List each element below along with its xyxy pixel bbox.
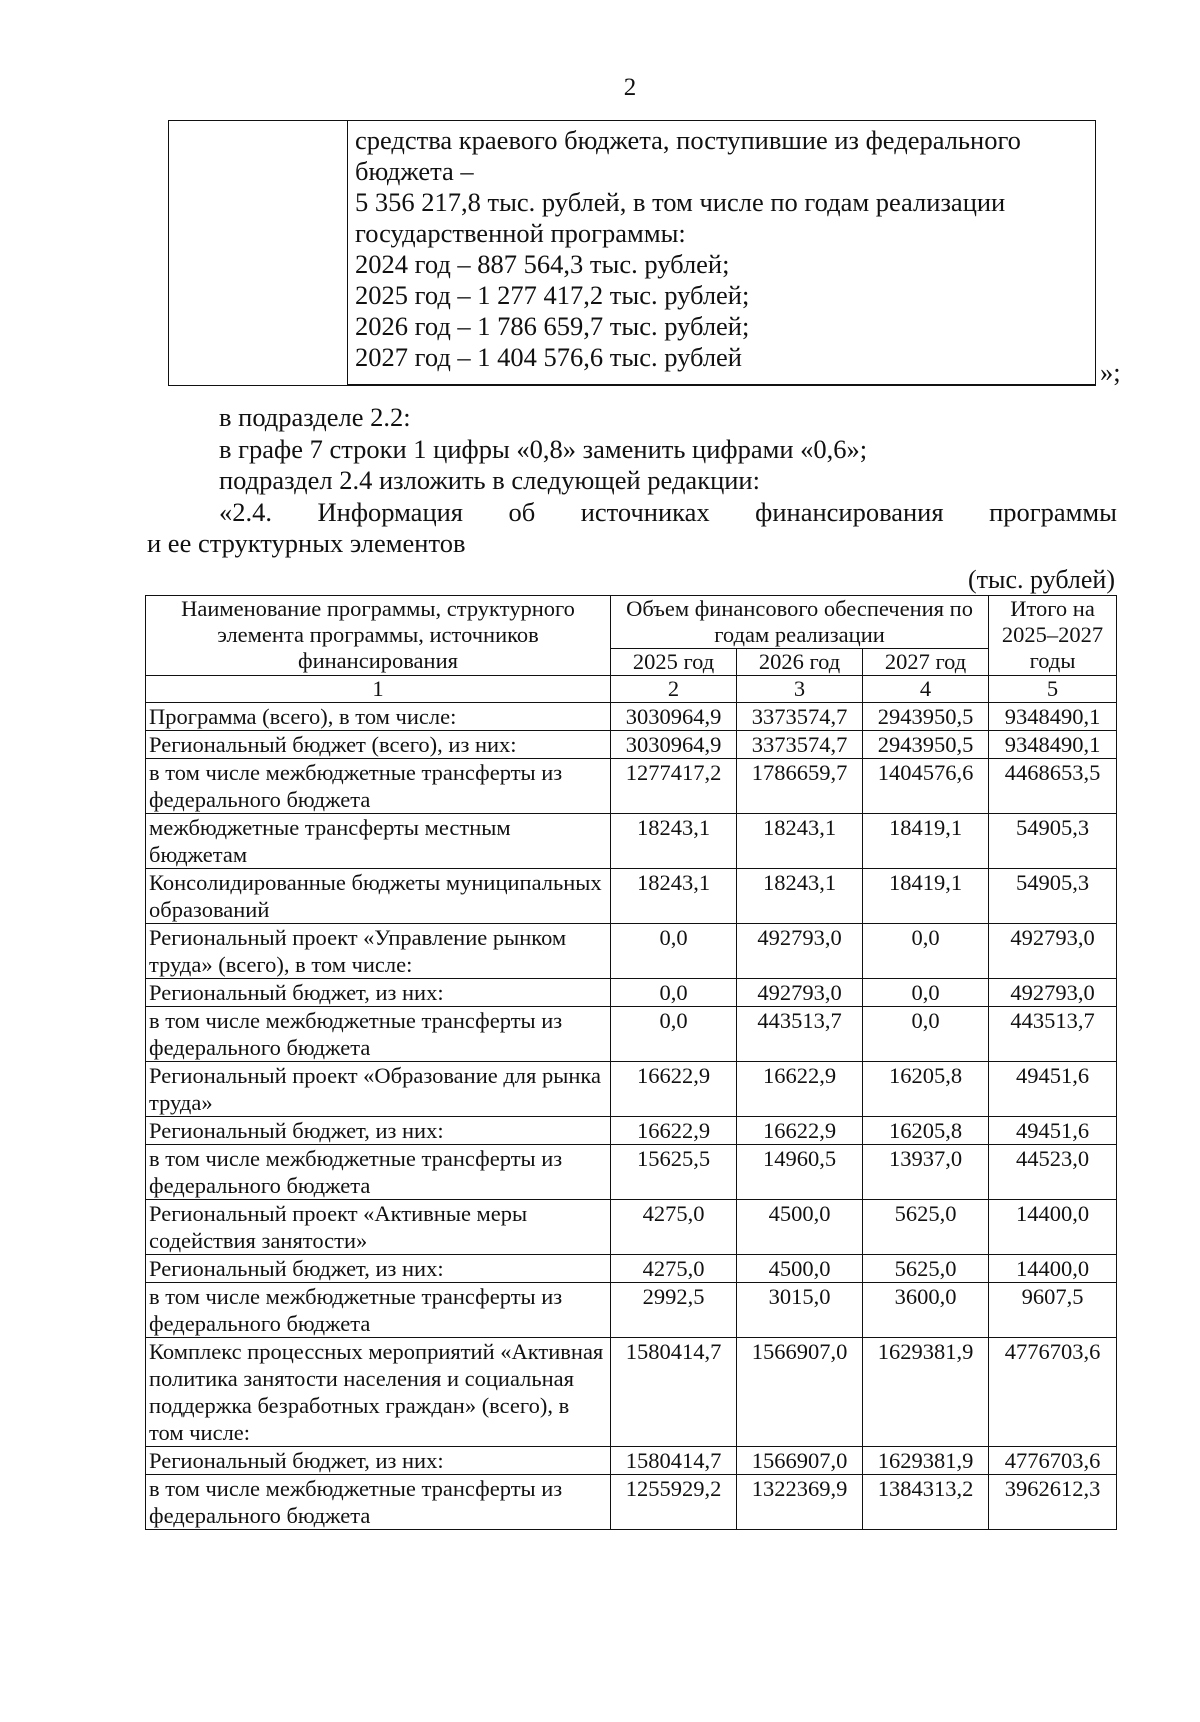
value-2025: 18243,1: [611, 814, 737, 869]
value-2027: 0,0: [863, 924, 989, 979]
row-name: в том числе межбюджетные трансферты из федерального бюджета: [146, 1475, 611, 1530]
value-2026: 3015,0: [737, 1283, 863, 1338]
value-2026: 4500,0: [737, 1200, 863, 1255]
table-row: [146, 1145, 1117, 1200]
table-row: [146, 1062, 1117, 1117]
box-column-divider: [347, 121, 348, 385]
value-2027: 1629381,9: [863, 1447, 989, 1475]
value-2025: 1580414,7: [611, 1447, 737, 1475]
row-name: в том числе межбюджетные трансферты из федерального бюджета: [146, 1145, 611, 1200]
heading-word: программы: [989, 496, 1117, 527]
value-2027: 18419,1: [863, 814, 989, 869]
row-name: Региональный проект «Активные меры содействия занятости»: [146, 1200, 611, 1255]
heading-word: «2.4.: [219, 496, 272, 527]
value-2027: 5625,0: [863, 1200, 989, 1255]
paragraph: в графе 7 строки 1 цифры «0,8» заменить цифрами «0,6»;: [219, 433, 868, 464]
value-total: 3962612,3: [989, 1475, 1117, 1530]
header-volume: Объем финансового обеспечения по годам реализации: [611, 596, 989, 649]
value-2025: 1580414,7: [611, 1338, 737, 1447]
heading-word: Информация: [317, 496, 463, 527]
value-total: 54905,3: [989, 814, 1117, 869]
value-total: 4776703,6: [989, 1338, 1117, 1447]
table-row: [146, 1007, 1117, 1062]
value-2025: 3030964,9: [611, 703, 737, 731]
value-2026: 18243,1: [737, 869, 863, 924]
value-total: 443513,7: [989, 1007, 1117, 1062]
table-row: [146, 1447, 1117, 1475]
section-heading-continuation: и ее структурных элементов: [147, 528, 466, 558]
value-total: 44523,0: [989, 1145, 1117, 1200]
funding-line: бюджета –: [355, 156, 474, 186]
value-total: 14400,0: [989, 1255, 1117, 1283]
value-total: 9348490,1: [989, 703, 1117, 731]
column-number: 1: [146, 676, 611, 703]
table-row: [146, 703, 1117, 731]
value-2027: 5625,0: [863, 1255, 989, 1283]
table-row: [146, 979, 1117, 1007]
value-2025: 4275,0: [611, 1200, 737, 1255]
value-2025: 4275,0: [611, 1255, 737, 1283]
paragraph: в подразделе 2.2:: [219, 402, 411, 432]
paragraph: подраздел 2.4 изложить в следующей редакции:: [219, 465, 760, 495]
value-total: 54905,3: [989, 869, 1117, 924]
funding-line: средства краевого бюджета, поступившие из федерального: [355, 125, 1021, 155]
header-total: Итого на 2025–2027 годы: [989, 596, 1117, 676]
value-2026: 1322369,9: [737, 1475, 863, 1530]
row-name: Комплекс процессных мероприятий «Активная политика занятости населения и социальная поддержка безработных граждан» (всего), в том числе:: [146, 1338, 611, 1447]
value-2025: 3030964,9: [611, 731, 737, 759]
column-number: 3: [737, 676, 863, 703]
value-2027: 1384313,2: [863, 1475, 989, 1530]
row-name: Региональный проект «Образование для рынка труда»: [146, 1062, 611, 1117]
table-row: [146, 1200, 1117, 1255]
value-2026: 16622,9: [737, 1117, 863, 1145]
value-2025: 2992,5: [611, 1283, 737, 1338]
row-name: в том числе межбюджетные трансферты из федерального бюджета: [146, 759, 611, 814]
header-year: 2027 год: [863, 649, 989, 676]
row-name: в том числе межбюджетные трансферты из федерального бюджета: [146, 1283, 611, 1338]
value-2026: 1786659,7: [737, 759, 863, 814]
row-name: Региональный бюджет, из них:: [146, 1447, 611, 1475]
value-total: 14400,0: [989, 1200, 1117, 1255]
value-2027: 16205,8: [863, 1062, 989, 1117]
column-number: 2: [611, 676, 737, 703]
value-2026: 1566907,0: [737, 1338, 863, 1447]
value-2025: 0,0: [611, 1007, 737, 1062]
value-2027: 13937,0: [863, 1145, 989, 1200]
table-row: [146, 1255, 1117, 1283]
funding-line: 2026 год – 1 786 659,7 тыс. рублей;: [355, 311, 750, 341]
value-total: 49451,6: [989, 1117, 1117, 1145]
value-2026: 18243,1: [737, 814, 863, 869]
table-row: [146, 924, 1117, 979]
value-2027: 2943950,5: [863, 703, 989, 731]
value-2025: 16622,9: [611, 1062, 737, 1117]
row-name: Консолидированные бюджеты муниципальных образований: [146, 869, 611, 924]
funding-text: [355, 125, 1085, 373]
value-2026: 492793,0: [737, 924, 863, 979]
table-row: [146, 759, 1117, 814]
value-2027: 3600,0: [863, 1283, 989, 1338]
table-row: [146, 1338, 1117, 1447]
column-number: 4: [863, 676, 989, 703]
amendment-paragraphs: [147, 402, 1117, 560]
table-row: [146, 1117, 1117, 1145]
table-row: [146, 1283, 1117, 1338]
value-total: 4468653,5: [989, 759, 1117, 814]
value-2026: 492793,0: [737, 979, 863, 1007]
value-2027: 1404576,6: [863, 759, 989, 814]
funding-line: государственной программы:: [355, 218, 686, 248]
heading-word: финансирования: [755, 496, 944, 527]
table-row: [146, 1475, 1117, 1530]
units-label: (тыс. рублей): [967, 565, 1115, 594]
row-name: межбюджетные трансферты местным бюджетам: [146, 814, 611, 869]
value-2026: 3373574,7: [737, 703, 863, 731]
heading-word: источниках: [580, 496, 710, 527]
row-name: Региональный проект «Управление рынком труда» (всего), в том числе:: [146, 924, 611, 979]
row-name: в том числе межбюджетные трансферты из федерального бюджета: [146, 1007, 611, 1062]
value-2027: 0,0: [863, 979, 989, 1007]
value-2025: 1277417,2: [611, 759, 737, 814]
table-row: [146, 869, 1117, 924]
table-row: [146, 731, 1117, 759]
row-name: Региональный бюджет, из них:: [146, 1117, 611, 1145]
header-year: 2025 год: [611, 649, 737, 676]
value-2026: 4500,0: [737, 1255, 863, 1283]
financing-table: [145, 595, 1117, 1530]
section-heading-line: [147, 497, 1117, 529]
box-bottom-rule: [347, 384, 1095, 385]
passport-fragment-box: [168, 120, 1096, 386]
value-2025: 0,0: [611, 979, 737, 1007]
value-2026: 1566907,0: [737, 1447, 863, 1475]
row-name: Региональный бюджет (всего), из них:: [146, 731, 611, 759]
value-total: 49451,6: [989, 1062, 1117, 1117]
value-2027: 1629381,9: [863, 1338, 989, 1447]
heading-word: об: [508, 496, 536, 527]
value-total: 492793,0: [989, 924, 1117, 979]
funding-line: 2027 год – 1 404 576,6 тыс. рублей: [355, 342, 742, 372]
value-2025: 15625,5: [611, 1145, 737, 1200]
value-2026: 14960,5: [737, 1145, 863, 1200]
value-2025: 0,0: [611, 924, 737, 979]
funding-line: 5 356 217,8 тыс. рублей, в том числе по годам реализации: [355, 187, 1006, 217]
row-name: Региональный бюджет, из них:: [146, 1255, 611, 1283]
value-2025: 1255929,2: [611, 1475, 737, 1530]
value-2025: 18243,1: [611, 869, 737, 924]
value-total: 4776703,6: [989, 1447, 1117, 1475]
value-2027: 18419,1: [863, 869, 989, 924]
header-name: Наименование программы, структурного элемента программы, источников финансирования: [146, 596, 611, 676]
value-2027: 0,0: [863, 1007, 989, 1062]
closing-quote: »;: [1100, 357, 1121, 387]
value-2025: 16622,9: [611, 1117, 737, 1145]
value-total: 492793,0: [989, 979, 1117, 1007]
financing-rows: [146, 703, 1117, 1530]
row-name: Региональный бюджет, из них:: [146, 979, 611, 1007]
table-row: [146, 814, 1117, 869]
funding-line: 2025 год – 1 277 417,2 тыс. рублей;: [355, 280, 750, 310]
page-number: 2: [623, 74, 637, 101]
column-number: 5: [989, 676, 1117, 703]
value-total: 9607,5: [989, 1283, 1117, 1338]
row-name: Программа (всего), в том числе:: [146, 703, 611, 731]
header-year: 2026 год: [737, 649, 863, 676]
value-2026: 16622,9: [737, 1062, 863, 1117]
value-total: 9348490,1: [989, 731, 1117, 759]
value-2027: 2943950,5: [863, 731, 989, 759]
value-2026: 3373574,7: [737, 731, 863, 759]
value-2026: 443513,7: [737, 1007, 863, 1062]
funding-line: 2024 год – 887 564,3 тыс. рублей;: [355, 249, 730, 279]
value-2027: 16205,8: [863, 1117, 989, 1145]
